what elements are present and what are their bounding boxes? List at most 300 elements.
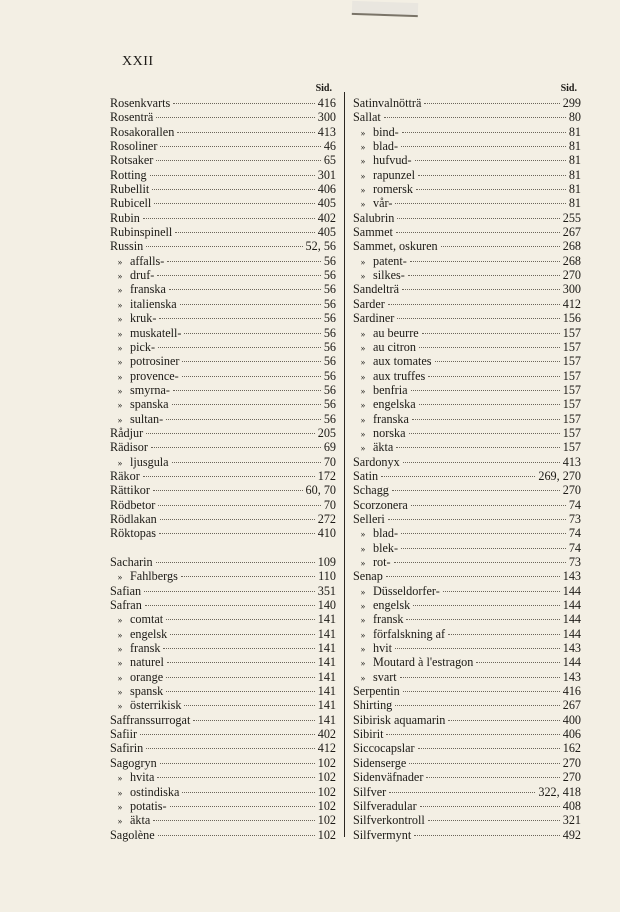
- entry-label: Selleri: [353, 511, 385, 526]
- ditto-mark: »: [117, 357, 123, 368]
- entry-pages: 270: [562, 755, 581, 770]
- ditto-mark: »: [360, 529, 366, 540]
- entry-label: Rosenträ: [110, 110, 154, 125]
- ditto-mark: »: [117, 672, 123, 683]
- ditto-mark: »: [117, 414, 123, 425]
- ditto-mark: »: [360, 271, 366, 282]
- index-entry: [353, 655, 581, 669]
- index-entry: [353, 670, 581, 684]
- dot-leader: [401, 548, 566, 549]
- index-entry: [110, 555, 336, 569]
- ditto-mark: »: [360, 629, 366, 640]
- index-entry: [110, 455, 336, 469]
- entry-label: silkes-: [373, 268, 405, 283]
- entry-pages: 141: [317, 655, 336, 670]
- entry-pages: 402: [317, 210, 336, 225]
- index-entry: [353, 612, 581, 626]
- index-entry: [353, 326, 581, 340]
- index-entry: [110, 426, 336, 440]
- entry-label: Rädisor: [110, 440, 148, 455]
- entry-label: Düsseldorfer-: [373, 583, 440, 598]
- entry-pages: 268: [562, 253, 581, 268]
- index-entry: [353, 440, 581, 454]
- dot-leader: [388, 519, 566, 520]
- index-entry: [110, 469, 336, 483]
- index-entry: [353, 239, 581, 253]
- ditto-mark: »: [360, 644, 366, 655]
- index-entry: [110, 483, 336, 497]
- index-entry: [110, 684, 336, 698]
- dot-leader: [193, 720, 314, 721]
- entry-label: vår-: [373, 196, 393, 211]
- ditto-mark: »: [117, 644, 123, 655]
- entry-pages: 81: [568, 124, 581, 139]
- entry-label: äkta: [130, 813, 151, 828]
- index-entry: [353, 196, 581, 210]
- index-entry: [110, 627, 336, 641]
- entry-pages: 162: [562, 741, 581, 756]
- dot-leader: [166, 691, 315, 692]
- index-entry: [353, 268, 581, 282]
- entry-pages: 157: [562, 354, 581, 369]
- sid-header: Sid.: [315, 83, 332, 94]
- index-entry: [110, 282, 336, 296]
- dot-leader: [143, 218, 315, 219]
- ditto-mark: »: [117, 773, 123, 784]
- entry-label: naturel: [130, 655, 164, 670]
- dot-leader: [403, 462, 560, 463]
- index-entry: [110, 153, 336, 167]
- index-entry: [110, 526, 336, 540]
- entry-pages: 56: [323, 268, 336, 283]
- entry-pages: 157: [562, 382, 581, 397]
- entry-pages: 351: [317, 583, 336, 598]
- dot-leader: [411, 390, 560, 391]
- dot-leader: [153, 820, 314, 821]
- dot-leader: [384, 117, 566, 118]
- index-entry: [110, 225, 336, 239]
- index-entry: [353, 785, 581, 799]
- dot-leader: [156, 160, 320, 161]
- dot-leader: [156, 117, 314, 118]
- entry-pages: 267: [562, 225, 581, 240]
- entry-label: rapunzel: [373, 167, 415, 182]
- index-entry: [353, 512, 581, 526]
- entry-label: Rosenkvarts: [110, 96, 171, 110]
- ditto-mark: »: [117, 328, 123, 339]
- dot-leader: [173, 390, 321, 391]
- entry-label: italienska: [130, 296, 177, 311]
- dot-leader: [159, 533, 315, 534]
- dot-leader: [397, 218, 559, 219]
- entry-label: druf-: [130, 268, 155, 283]
- entry-label: norska: [373, 425, 406, 440]
- index-entry: [353, 225, 581, 239]
- right-index-column: [353, 82, 581, 842]
- index-entry: [353, 125, 581, 139]
- ditto-mark: »: [117, 314, 123, 325]
- index-entry: [110, 670, 336, 684]
- index-entry: [110, 569, 336, 583]
- entry-pages: 74: [568, 526, 581, 541]
- dot-leader: [396, 447, 559, 448]
- dot-leader: [401, 146, 566, 147]
- ditto-mark: »: [360, 371, 366, 382]
- dot-leader: [181, 576, 315, 577]
- dot-leader: [151, 447, 321, 448]
- dot-leader: [411, 505, 566, 506]
- dot-leader: [152, 189, 314, 190]
- ditto-mark: »: [360, 601, 366, 612]
- dot-leader: [163, 648, 314, 649]
- ditto-mark: »: [360, 586, 366, 597]
- index-entry: [353, 311, 581, 325]
- entry-pages: 144: [562, 583, 581, 598]
- entry-label: Sibirisk aquamarin: [353, 712, 446, 727]
- dot-leader: [146, 246, 302, 247]
- entry-pages: 56: [323, 325, 336, 340]
- dot-leader: [157, 275, 320, 276]
- index-entry: [110, 168, 336, 182]
- ditto-mark: »: [360, 127, 366, 138]
- dot-leader: [395, 203, 565, 204]
- entry-label: franska: [373, 411, 409, 426]
- entry-pages: 272: [317, 511, 336, 526]
- entry-pages: 73: [568, 555, 581, 569]
- entry-label: Sacharin: [110, 555, 153, 569]
- index-entry: [353, 799, 581, 813]
- entry-label: muskatell-: [130, 325, 182, 340]
- entry-label: rot-: [373, 555, 391, 569]
- entry-label: Sidenserge: [353, 755, 407, 770]
- index-entry: [110, 326, 336, 340]
- index-entry: [353, 110, 581, 124]
- entry-label: Moutard à l'estragon: [373, 655, 474, 670]
- ditto-mark: »: [360, 256, 366, 267]
- index-entry: [353, 369, 581, 383]
- dot-leader: [420, 806, 560, 807]
- entry-label: spansk: [130, 684, 164, 699]
- dot-leader: [402, 132, 566, 133]
- ditto-mark: »: [117, 285, 123, 296]
- entry-pages: 172: [317, 468, 336, 483]
- entry-pages: 109: [317, 555, 336, 569]
- ditto-mark: »: [360, 185, 366, 196]
- entry-pages: 416: [562, 684, 581, 699]
- entry-pages: 102: [317, 813, 336, 828]
- index-entry: [353, 182, 581, 196]
- dot-leader: [182, 376, 321, 377]
- entry-label: Sammet: [353, 225, 393, 240]
- entry-label: aux truffes: [373, 368, 426, 383]
- entry-label: hvita: [130, 770, 155, 785]
- entry-pages: 412: [562, 296, 581, 311]
- entry-pages: 300: [562, 282, 581, 297]
- index-entry: [110, 799, 336, 813]
- entry-label: pick-: [130, 339, 156, 354]
- dot-leader: [424, 103, 559, 104]
- dot-leader: [182, 792, 314, 793]
- entry-label: Rosoliner: [110, 139, 158, 154]
- dot-leader: [177, 132, 314, 133]
- entry-label: Rättikor: [110, 483, 150, 498]
- entry-label: äkta: [373, 440, 394, 455]
- entry-pages: 301: [317, 167, 336, 182]
- entry-pages: 141: [317, 669, 336, 684]
- entry-pages: 52, 56: [305, 239, 336, 254]
- entry-pages: 80: [568, 110, 581, 125]
- entry-pages: 56: [323, 397, 336, 412]
- entry-pages: 141: [317, 712, 336, 727]
- index-entry: [353, 584, 581, 598]
- index-entry: [110, 383, 336, 397]
- entry-pages: 270: [562, 268, 581, 283]
- index-entry: [110, 125, 336, 139]
- entry-pages: 65: [323, 153, 336, 168]
- entry-pages: 70: [323, 497, 336, 512]
- entry-label: potrosiner: [130, 354, 180, 369]
- index-entry: [110, 698, 336, 712]
- dot-leader: [448, 720, 559, 721]
- entry-label: Sidenväfnader: [353, 770, 424, 785]
- entry-pages: 56: [323, 296, 336, 311]
- ditto-mark: »: [360, 199, 366, 210]
- entry-label: fransk: [373, 612, 404, 627]
- index-entry: [353, 641, 581, 655]
- entry-pages: 56: [323, 311, 336, 326]
- entry-pages: 74: [568, 540, 581, 555]
- entry-label: ostindiska: [130, 784, 180, 799]
- entry-label: Satinvalnötträ: [353, 96, 422, 110]
- ditto-mark: »: [360, 672, 366, 683]
- ditto-mark: »: [117, 457, 123, 468]
- entry-label: Scorzonera: [353, 497, 408, 512]
- entry-pages: 56: [323, 368, 336, 383]
- dot-leader: [169, 289, 321, 290]
- entry-label: engelsk: [373, 598, 411, 613]
- dot-leader: [400, 677, 560, 678]
- entry-pages: 492: [562, 827, 581, 842]
- dot-leader: [401, 533, 566, 534]
- dot-leader: [414, 835, 559, 836]
- ditto-mark: »: [360, 385, 366, 396]
- ditto-mark: »: [117, 572, 123, 583]
- index-entry: [353, 469, 581, 483]
- index-entry: [110, 727, 336, 741]
- dot-leader: [419, 347, 560, 348]
- ditto-mark: »: [360, 543, 366, 554]
- entry-label: kruk-: [130, 311, 157, 326]
- dot-leader: [412, 419, 560, 420]
- index-entry: [353, 412, 581, 426]
- entry-label: Schagg: [353, 483, 389, 498]
- dot-leader: [160, 146, 320, 147]
- index-entry: [353, 483, 581, 497]
- dot-leader: [140, 734, 315, 735]
- index-entry: [353, 139, 581, 153]
- entry-label: hvit: [373, 641, 392, 656]
- entry-label: Sagogryn: [110, 755, 157, 770]
- ditto-mark: »: [117, 299, 123, 310]
- dot-leader: [395, 648, 560, 649]
- dot-leader: [184, 705, 314, 706]
- index-entry: [353, 297, 581, 311]
- dot-leader: [158, 347, 321, 348]
- dot-leader: [167, 261, 321, 262]
- entry-label: Sardonyx: [353, 454, 400, 469]
- dot-leader: [166, 619, 315, 620]
- dot-leader: [184, 333, 320, 334]
- entry-pages: 144: [562, 612, 581, 627]
- dot-leader: [397, 318, 559, 319]
- index-entry: [110, 440, 336, 454]
- entry-label: Rödlakan: [110, 511, 157, 526]
- entry-pages: 157: [562, 425, 581, 440]
- entry-label: engelska: [373, 397, 416, 412]
- dot-leader: [416, 189, 566, 190]
- entry-pages: 157: [562, 339, 581, 354]
- dot-leader: [435, 361, 560, 362]
- index-entry: [353, 627, 581, 641]
- ditto-mark: »: [360, 428, 366, 439]
- entry-pages: 141: [317, 641, 336, 656]
- entry-label: franska: [130, 282, 166, 297]
- dot-leader: [443, 591, 560, 592]
- ditto-mark: »: [117, 371, 123, 382]
- dot-leader: [145, 605, 315, 606]
- index-entry: [110, 311, 336, 325]
- dot-leader: [476, 662, 559, 663]
- entry-pages: 81: [568, 182, 581, 197]
- index-entry: [110, 254, 336, 268]
- entry-label: provence-: [130, 368, 179, 383]
- dot-leader: [419, 404, 560, 405]
- ditto-mark: »: [360, 443, 366, 454]
- dot-leader: [143, 476, 315, 477]
- index-entry: [110, 584, 336, 598]
- dot-leader: [175, 232, 314, 233]
- entry-label: benfria: [373, 382, 408, 397]
- index-entry: [110, 498, 336, 512]
- index-entry: [353, 354, 581, 368]
- entry-pages: 46: [323, 139, 336, 154]
- entry-pages: 416: [317, 96, 336, 110]
- entry-pages: 102: [317, 770, 336, 785]
- dot-leader: [386, 576, 560, 577]
- index-entry: [110, 512, 336, 526]
- index-entry: [353, 598, 581, 612]
- entry-label: Sandelträ: [353, 282, 400, 297]
- entry-pages: 81: [568, 139, 581, 154]
- entry-label: Rödbetor: [110, 497, 156, 512]
- index-entry: [110, 770, 336, 784]
- ditto-mark: »: [117, 615, 123, 626]
- entry-pages: 141: [317, 698, 336, 713]
- index-entry: [110, 713, 336, 727]
- index-entry: [353, 455, 581, 469]
- dot-leader: [396, 232, 560, 233]
- entry-label: Silfveradular: [353, 798, 417, 813]
- entry-pages: 322, 418: [538, 784, 581, 799]
- entry-pages: 102: [317, 827, 336, 842]
- dot-leader: [160, 519, 315, 520]
- entry-label: Räkor: [110, 468, 140, 483]
- ditto-mark: »: [117, 687, 123, 698]
- dot-leader: [422, 333, 560, 334]
- index-entry: [353, 555, 581, 569]
- dot-leader: [386, 734, 559, 735]
- entry-pages: 102: [317, 755, 336, 770]
- entry-pages: 413: [317, 124, 336, 139]
- index-entry: [353, 756, 581, 770]
- index-entry: [110, 96, 336, 110]
- index-entry: [110, 655, 336, 669]
- index-entry: [110, 813, 336, 827]
- entry-pages: 73: [568, 511, 581, 526]
- left-index-column: [110, 82, 336, 842]
- entry-pages: 413: [562, 454, 581, 469]
- entry-label: Sagolène: [110, 827, 155, 842]
- entry-label: blek-: [373, 540, 399, 555]
- entry-label: au citron: [373, 339, 416, 354]
- dot-leader: [167, 662, 315, 663]
- index-entry: [353, 340, 581, 354]
- entry-label: svart: [373, 669, 397, 684]
- entry-label: Rosakorallen: [110, 124, 175, 139]
- entry-label: Rubicell: [110, 196, 152, 211]
- entry-pages: 56: [323, 354, 336, 369]
- dot-leader: [153, 490, 303, 491]
- dot-leader: [166, 677, 315, 678]
- entry-pages: 410: [317, 526, 336, 541]
- dot-leader: [156, 562, 315, 563]
- dot-leader: [406, 619, 559, 620]
- index-entry: [110, 828, 336, 842]
- ditto-mark: »: [117, 701, 123, 712]
- dot-leader: [413, 605, 559, 606]
- entry-pages: 157: [562, 325, 581, 340]
- index-entry: [110, 397, 336, 411]
- entry-label: österrikisk: [130, 698, 182, 713]
- entry-pages: 412: [317, 741, 336, 756]
- index-entry: [353, 828, 581, 842]
- entry-label: Silfver: [353, 784, 387, 799]
- dot-leader: [402, 289, 560, 290]
- entry-label: Sallat: [353, 110, 381, 125]
- entry-pages: 141: [317, 684, 336, 699]
- index-entry: [110, 297, 336, 311]
- entry-label: Silfvermynt: [353, 827, 412, 842]
- entry-pages: 269, 270: [538, 468, 581, 483]
- entry-pages: 270: [562, 770, 581, 785]
- entry-label: Safirin: [110, 741, 144, 756]
- entry-label: Russin: [110, 239, 144, 254]
- dot-leader: [426, 777, 559, 778]
- ditto-mark: »: [360, 558, 366, 568]
- ditto-mark: »: [117, 400, 123, 411]
- index-entry: [110, 211, 336, 225]
- index-entry: [353, 383, 581, 397]
- ditto-mark: »: [360, 156, 366, 167]
- dot-leader: [418, 175, 566, 176]
- ditto-mark: »: [117, 271, 123, 282]
- index-entry: [353, 526, 581, 540]
- sid-header: Sid.: [560, 83, 577, 94]
- index-entry: [353, 813, 581, 827]
- dot-leader: [166, 419, 321, 420]
- entry-pages: 402: [317, 727, 336, 742]
- index-entry: [353, 569, 581, 583]
